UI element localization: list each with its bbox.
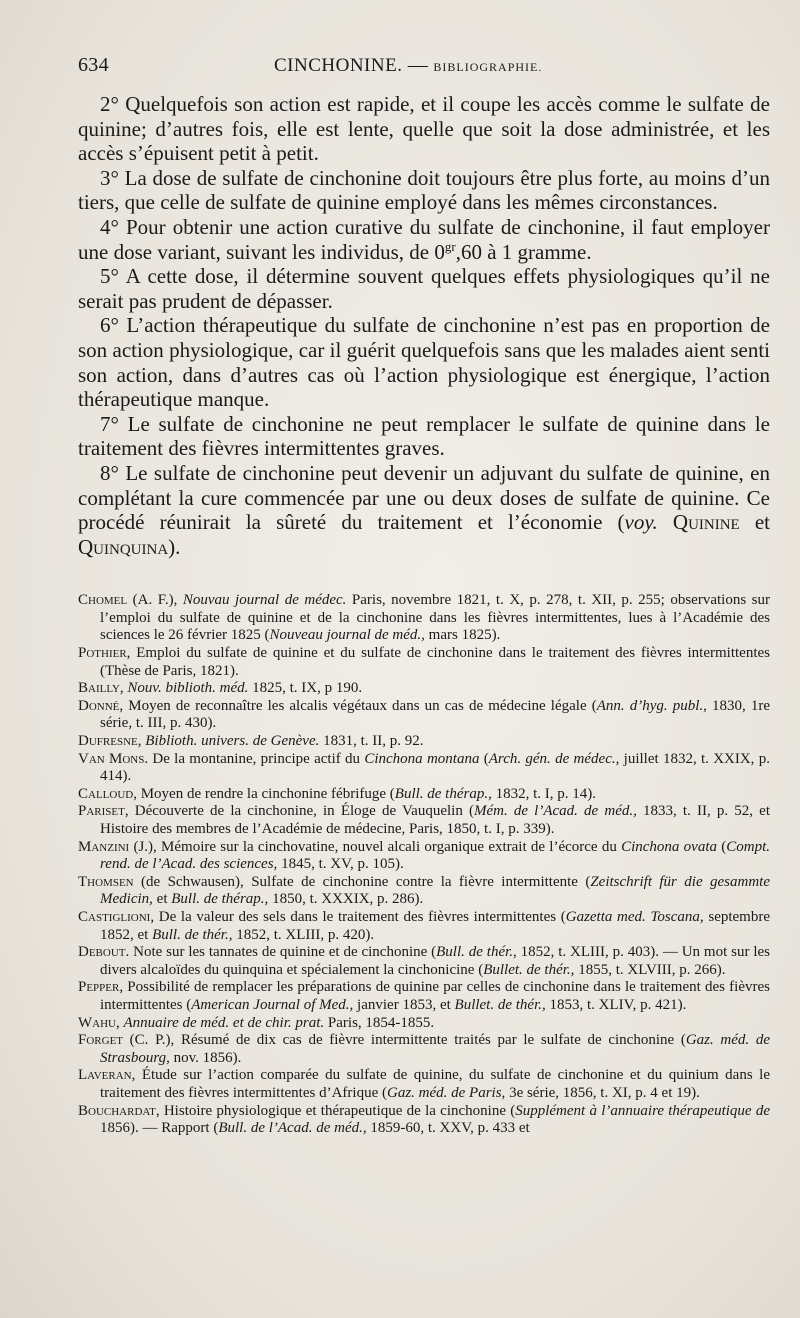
ref-text: ,	[119, 680, 128, 697]
bibliography-entry	[78, 909, 770, 944]
ref-details: 1833, t. II, p. 52, et Histoire des membres de l’Académie de médecine, Paris, 1850, t. I, p. 339).	[100, 803, 771, 837]
body-text	[78, 92, 770, 559]
ref-text: . De la montanine, principe actif du	[144, 750, 365, 767]
bibliography-entry	[78, 1015, 770, 1033]
ref-details: nov. 1856).	[169, 1049, 242, 1066]
ref-text: , Possibilité de remplacer les préparations de quinine par celles de cinchonine dans le traitement des fièvres intermittentes (	[100, 979, 770, 1013]
paragraph-8-end: ).	[168, 534, 181, 559]
paragraph-2: 2° Quelquefois son action est rapide, et il coupe les accès comme le sulfate de quinine; d’autres fois, elle est lente, quelle que soit la dose administrée, et les accès s’épuisent petit à petit.	[78, 92, 770, 166]
page-number: 634	[78, 54, 109, 76]
ref-author: Pepper	[78, 979, 120, 996]
bibliography-entry	[78, 874, 770, 909]
bibliography-entry	[78, 1067, 770, 1102]
ref-details-secondary: 1845, t. XV, p. 105).	[277, 856, 404, 873]
ref-author: Chomel	[78, 592, 128, 609]
ref-details: et	[152, 891, 172, 908]
bibliography-entry	[78, 944, 770, 979]
ref-text: , De la valeur des sels dans le traitement des fièvres intermittentes (	[150, 908, 566, 925]
ref-text: , Étude sur l’action comparée du sulfate de quinine, du sulfate de cinchonine et du quinium dans le traitement des fièvres intermittentes d’Afrique (	[100, 1067, 770, 1101]
ref-journal: Zeitschrift für die gesammte Medicin,	[100, 873, 770, 908]
paragraph-6: 6° L’action thérapeutique du sulfate de cinchonine n’est pas en proportion de son action physiologique, car il guérit quelquefois sans que les malades aient senti son action, dans d’autres cas où l’action physiologique est énergique, l’action thérapeutique manque.	[78, 313, 770, 412]
ref-details-secondary: 1859-60, t. XXV, p. 433 et	[366, 1120, 530, 1137]
ref-text: ,	[116, 1014, 124, 1031]
bibliography-entry	[78, 751, 770, 786]
ref-text: (de Schwausen), Sulfate de cinchonine contre la fièvre intermittente (	[133, 873, 591, 890]
ref-journal-secondary: Bull. de l’Acad. de méd.,	[218, 1120, 367, 1137]
ref-journal: Bull. de thér.,	[436, 944, 517, 961]
ref-text: ,	[137, 733, 146, 750]
ref-author: Castiglioni	[78, 908, 151, 925]
ref-journal: Nouvau journal de médec.	[182, 592, 347, 609]
ref-text: (J.), Mémoire sur la cinchovatine, nouvel alcali organique extrait de l’écorce du	[129, 838, 622, 855]
ref-journal: Gaz. méd. de Strasbourg,	[100, 1032, 770, 1066]
ref-journal: Nouv. biblioth. méd.	[127, 680, 249, 697]
ref-text: , Moyen de reconnaître les alcalis végétaux dans un cas de médecine légale (	[119, 697, 597, 714]
ref-details: 3e série, 1856, t. XI, p. 4 et 19).	[505, 1084, 700, 1101]
ref-journal: Ann. d’hyg. publ.,	[596, 697, 707, 714]
paragraph-3: 3° La dose de sulfate de cinchonine doit toujours être plus forte, au moins d’un tiers, que celle de sulfate de quinine employé dans les mêmes circonstances.	[78, 165, 770, 215]
ref-author: Pariset	[78, 803, 125, 820]
bibliography-entry	[78, 645, 770, 680]
ref-journal-secondary: Nouveau journal de méd.,	[269, 627, 425, 644]
ref-details: 1830, 1re série, t. III, p. 430).	[100, 697, 771, 732]
ref-author: Forget	[78, 1032, 124, 1049]
ref-author: Manzini	[78, 838, 130, 855]
ref-journal-secondary: Bullet. de thér.,	[483, 961, 575, 978]
ref-author: Van Mons	[78, 750, 145, 767]
bibliography-entry	[78, 592, 770, 645]
ref-details: 1832, t. I, p. 14).	[491, 785, 597, 802]
ref-author: Pothier	[78, 645, 127, 662]
cross-ref-quinquina: Quinquina	[78, 534, 169, 559]
ref-journal-secondary: Bull. de thérap.,	[171, 891, 269, 908]
ref-details: (	[716, 838, 727, 855]
ref-journal: Supplément à l’annuaire thérapeutique de	[515, 1102, 770, 1119]
ref-details-secondary: 1850, t. XXXIX, p. 286).	[268, 891, 424, 908]
paragraph-5: 5° A cette dose, il détermine souvent quelques effets physiologiques qu’il ne serait pas prudent de dépasser.	[78, 264, 770, 313]
ref-details-secondary: mars 1825).	[424, 627, 501, 644]
ref-details: 1856). — Rapport (	[100, 1120, 219, 1137]
ref-journal-secondary: Bull. de thér.,	[152, 926, 233, 943]
ref-journal-secondary: Bullet. de thér.,	[454, 996, 546, 1013]
ref-details: Paris, novembre 1821, t. X, p. 278, t. XII, p. 255; observations sur l’emploi du sulfate de quinine et de la cinchonine dans les fièvres intermittentes, lues à l’Académie des sciences le 26 février 1825 (	[100, 592, 770, 644]
ref-details-secondary: juillet 1832, t. XXIX, p. 414).	[100, 750, 770, 785]
cross-ref-quinine: Quinine	[672, 510, 740, 535]
ref-author: Laveran	[78, 1067, 132, 1084]
ref-text: (A. F.),	[127, 592, 183, 609]
ref-text: , Emploi du sulfate de quinine et du sulfate de cinchonine dans le traitement des fièvres intermittentes (Thèse de Paris, 1821).	[100, 645, 770, 679]
ref-journal-secondary: Compt. rend. de l’Acad. des sciences,	[100, 838, 770, 873]
ref-author: Dufresne	[78, 733, 138, 750]
ref-journal: Gaz. méd. de Paris,	[386, 1084, 506, 1101]
ref-details-secondary: 1852, t. XLIII, p. 420).	[232, 926, 375, 943]
ref-details-secondary: 1855, t. XLVIII, p. 266).	[574, 961, 726, 978]
ref-journal: Annuaire de méd. et de chir. prat.	[123, 1014, 325, 1031]
paragraph-8	[78, 461, 770, 559]
bibliography-entry	[78, 1032, 770, 1067]
running-head-separator: —	[402, 54, 434, 76]
bibliography-entry	[78, 1103, 770, 1138]
ref-author: Calloud	[78, 785, 134, 802]
ref-journal-secondary: Arch. gén. de médec.,	[488, 750, 620, 767]
paragraph-4-before: 4° Pour obtenir une action curative du sulfate de cinchonine, il faut employer une dose variant, suivant les individus, de 0	[78, 214, 770, 264]
ref-journal: Gazetta med. Toscana,	[565, 908, 704, 925]
ref-journal: Mém. de l’Acad. de méd.,	[473, 803, 637, 820]
ref-details-secondary: 1853, t. XLIV, p. 421).	[545, 996, 687, 1013]
ref-details: (	[479, 750, 489, 767]
ref-author: Bailly	[78, 680, 120, 697]
paragraph-7: 7° Le sulfate de cinchonine ne peut remplacer le sulfate de quinine dans le traitement des fièvres intermittentes graves.	[78, 411, 770, 461]
ref-journal: Cinchona montana	[364, 750, 480, 767]
ref-author: Debout	[78, 944, 126, 961]
ref-journal: Cinchona ovata	[621, 838, 717, 855]
ref-details: janvier 1853, et	[353, 996, 455, 1013]
ref-author: Bouchardat	[78, 1102, 156, 1119]
bibliography-entry	[78, 786, 770, 804]
ref-details: 1852, t. XLIII, p. 403). — Un mot sur les divers alcaloïdes du quinquina et spécialement la cinchonicine (	[100, 944, 770, 978]
ref-text: (C. P.), Résumé de dix cas de fièvre intermittente traités par le sulfate de cinchonine (	[123, 1032, 686, 1049]
ref-details: Paris, 1854-1855.	[324, 1014, 435, 1031]
bibliography-entry	[78, 839, 770, 874]
ref-details: 1831, t. II, p. 92.	[319, 733, 424, 750]
paragraph-4	[78, 215, 770, 264]
paragraph-4-after: ,60 à 1 gramme.	[455, 239, 592, 264]
ref-details: 1825, t. IX, p 190.	[248, 680, 363, 697]
ref-journal: Bull. de thérap.,	[394, 785, 492, 802]
ref-journal: Biblioth. univers. de Genève.	[145, 733, 320, 750]
bibliography-list	[78, 592, 770, 1137]
running-head	[274, 54, 542, 77]
bibliography-entry	[78, 733, 770, 751]
bibliography-entry	[78, 979, 770, 1014]
ref-text: , Découverte de la cinchonine, in Éloge de Vauquelin (	[124, 803, 474, 820]
ref-text: , Histoire physiologique et thérapeutique de la cinchonine (	[155, 1102, 516, 1119]
voy-abbrev: voy.	[624, 510, 658, 535]
ref-author: Wahu	[78, 1014, 116, 1031]
paragraph-8-text: 8° Le sulfate de cinchonine peut devenir un adjuvant du sulfate de quinine, en complétant la cure commencée par une ou deux doses de sulfate de quinine. Ce procédé réunirait la sûreté du traitement et l’économie (	[78, 460, 770, 535]
ref-text: . Note sur les tannates de quinine et de cinchonine (	[125, 944, 437, 961]
bibliography-entry	[78, 698, 770, 733]
bibliography-entry	[78, 803, 770, 838]
ref-journal: American Journal of Med.,	[191, 996, 354, 1013]
running-head-section: BIBLIOGRAPHIE.	[433, 60, 543, 74]
bibliography-entry	[78, 680, 770, 698]
running-head-title: CINCHONINE.	[274, 55, 403, 76]
page-header	[78, 54, 770, 84]
ref-author: Donné	[78, 697, 120, 714]
ref-details: septembre 1852, et	[100, 908, 770, 943]
cross-ref-and: et	[739, 510, 771, 535]
ref-text: , Moyen de rendre la cinchonine fébrifuge (	[133, 785, 395, 802]
ref-author: Thomsen	[78, 873, 134, 890]
gram-superscript: gr	[444, 238, 456, 254]
